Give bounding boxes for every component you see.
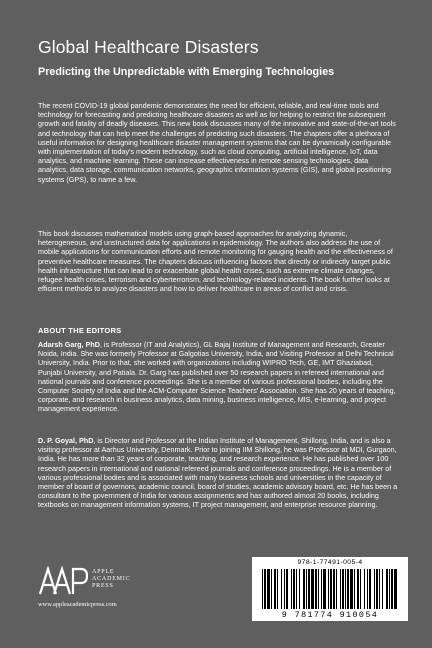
barcode-bar — [394, 569, 397, 609]
isbn-barcode — [252, 557, 408, 621]
barcode-bar — [318, 569, 319, 609]
barcode-bar — [342, 569, 344, 609]
editor-bio-text-2: , is Director and Professor at the Indian Institute of Management, Shillong, India, and is also a visiting professor at Aarhus University, Denmark. Prior to joining IIM Shillong, he was Professor at MDI, Gurgaon, India. He has more than 32 years of corporate, teaching, and research experience. He has published over 100 research papers in international and national refereed journals and conference proceedings. He is a member of various professional bodies and is associated with many business schools and universities in the capacity of member of board of governors, academic council, board of studies, academic advisory board, etc. He has been a consultant to the government of India for various assignments and has authored almost 20 books, including textbooks on management information systems, IT project management, and enterprise resource planning. — [38, 436, 398, 510]
barcode-bar — [306, 569, 307, 609]
barcode-bar — [303, 569, 305, 609]
editor-name-2: D. P. Goyal, PhD — [38, 436, 94, 445]
barcode-bar — [354, 569, 355, 609]
isbn-bottom-text: 9 781774 910054 — [281, 610, 379, 620]
barcode-bar — [357, 569, 359, 609]
barcode-bar — [369, 569, 371, 609]
publisher-name-line: APPLE — [92, 569, 115, 575]
barcode-bar — [374, 569, 375, 609]
barcode-bar — [345, 569, 346, 609]
barcode-bar — [382, 569, 383, 609]
barcode-bar — [347, 569, 349, 609]
barcode-bar — [389, 569, 390, 609]
barcode-bar — [271, 569, 272, 609]
barcode-bar — [386, 569, 388, 609]
description-paragraph-1: The recent COVID-19 global pandemic demonstrates the need for efficient, reliable, and real-time tools and technology for forecasting and predicting healthcare disasters as well as for helping to restrict the subsequent growth and fatality of deadly diseases. This new book discusses many of the innovative and state-of-the-art tools and technology that can help meet the challenges of predicting such disasters. The chapters offer a plethora of useful information for designing healthcare disaster management systems that can be dynamically configurable with implementation of today's modern technology, such as cloud computing, artificial intelligence, IoT, data analytics, and machine learning. These can increase effectiveness in remote sensing technologies, data analytics, data storage, communication networks, geographic information systems (GIS), and global positioning systems (GPS), to name a few. — [38, 101, 396, 184]
publisher-name — [92, 569, 130, 590]
barcode-bar — [379, 569, 380, 609]
barcode-bar — [274, 569, 276, 609]
editor-name-1: Adarsh Garg, PhD — [38, 340, 100, 349]
barcode-bar — [291, 569, 292, 609]
barcode-bar — [293, 569, 295, 609]
publisher-name-line: PRESS — [92, 583, 114, 589]
editor-bio-2 — [38, 436, 398, 510]
barcode-bar — [315, 569, 317, 609]
barcode-bar — [360, 569, 361, 609]
barcode-bar — [330, 569, 332, 609]
barcode-bar — [299, 569, 300, 609]
barcode-bar — [367, 569, 368, 609]
publisher-url: www.appleacademicpress.com — [38, 601, 117, 608]
isbn-top-text: 978-1-77491-005-4 — [297, 559, 363, 566]
barcode-bar — [336, 569, 337, 609]
publisher-block — [38, 566, 188, 616]
barcode-bar — [364, 569, 365, 609]
barcode-bar — [323, 569, 326, 609]
barcode-bar — [286, 569, 288, 609]
book-title: Global Healthcare Disasters — [38, 37, 259, 57]
barcode-bar — [267, 569, 270, 609]
barcode-bar — [281, 569, 282, 609]
publisher-name-line: ACADEMIC — [92, 576, 131, 582]
editor-bio-1 — [38, 340, 398, 414]
aap-logo-icon — [38, 566, 88, 596]
barcode-bars — [258, 569, 402, 609]
description-paragraph-2: This book discusses mathematical models using graph-based approaches for analyzing dynamic, heterogeneous, and unstructured data for applications in epidemiology. The authors also address the use of mobile applications for communication efforts and remote monitoring for gauging health and the effectiveness of preventive healthcare measures. The chapters discuss influencing factors that directly or indirectly target public health infrastructure that can lead to or exacerbate global health crises, such as extreme climate changes, refugee health crises, terrorism and cyberterrorism, and technology-related incidents. The book further looks at efficient methods to analyze disasters and how to deliver healthcare in areas of conflict and crisis. — [38, 229, 393, 294]
barcode-bar — [376, 569, 378, 609]
barcode-bar — [321, 569, 322, 609]
barcode-bar — [391, 569, 393, 609]
barcode-bar — [296, 569, 297, 609]
barcode-bar — [277, 569, 278, 609]
barcode-bar — [328, 569, 329, 609]
barcode-bar — [333, 569, 335, 609]
barcode-bar — [284, 569, 285, 609]
editors-heading: ABOUT THE EDITORS — [38, 326, 122, 335]
barcode-bar — [264, 569, 266, 609]
barcode-bar — [350, 569, 353, 609]
book-subtitle: Predicting the Unpredictable with Emerging Technologies — [38, 66, 335, 78]
barcode-bar — [311, 569, 314, 609]
barcode-bar — [262, 569, 263, 609]
editor-bio-text-1: , is Professor (IT and Analytics), GL Bajaj Institute of Management and Research, Greater Noida, India. She was formerly Professor at Galgotias University, India, and Visiting Professor at Delhi Technical University, India. Prior to that, she worked with organizations including WIPRO Tech, GE, IMT Ghaziabad, Punjabi University, and Patiala. Dr. Garg has published over 50 research papers in refereed international and national journals and conference proceedings. She is a member of various professional bodies, including the Computer Society of India and the ACM-Computer Science Teachers' Association. She has 20 years of teaching, corporate, and research in business analytics, data mining, business intelligence, MIS, e-learning, and project management experience. — [38, 340, 396, 414]
barcode-bar — [340, 569, 341, 609]
barcode-bar — [308, 569, 310, 609]
